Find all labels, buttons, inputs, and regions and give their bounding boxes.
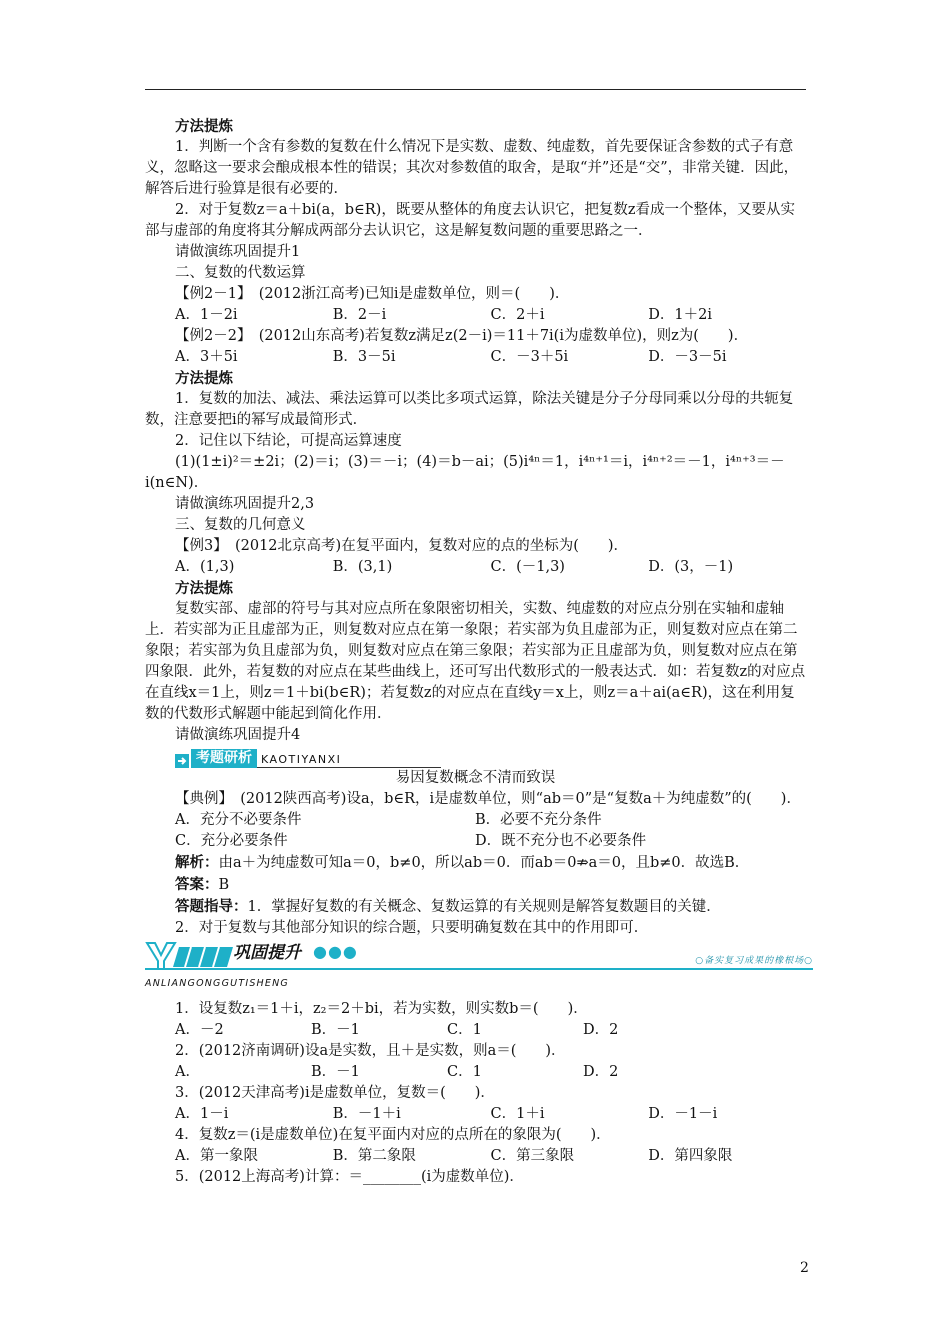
kaoti-guide2: 2．对于复数与其他部分知识的综合题，只要明确复数在其中的作用即可． <box>175 920 649 936</box>
page-number: 2 <box>800 1260 809 1276</box>
section3-title: 三、复数的几何意义 <box>175 517 306 533</box>
kaoti-analysis <box>145 852 806 874</box>
option: D．(3，－1) <box>648 559 734 575</box>
option: D．2 <box>583 1022 619 1038</box>
methods2-heading: 方法提炼 <box>175 370 233 387</box>
gonggu-banner <box>145 941 813 999</box>
kaoti-subtitle: KAOTIYANXI <box>257 753 441 768</box>
option: A．1－2i <box>175 307 238 323</box>
exercise-4-options <box>145 1146 806 1167</box>
option: C．1 <box>447 1022 482 1038</box>
kaoti-answer <box>145 874 806 896</box>
kaoti-options-2 <box>145 831 806 852</box>
section2-ex2-options <box>145 347 806 368</box>
content <box>145 116 813 1188</box>
option: C．2＋i <box>490 307 545 323</box>
dots-icon: ●●● <box>313 942 358 961</box>
methods1-p2: 2．对于复数z＝a＋bi(a，b∈R)，既要从整体的角度去认识它，把复数z看成一个整体，又要从实部与虚部的角度将其分解成两部分去认识它，这是解复数问题的重要思路之一． <box>145 202 795 239</box>
arrow-right-icon <box>175 754 189 768</box>
methods2-p2: 2．记住以下结论，可提高运算速度 <box>175 433 402 449</box>
option: D．1＋2i <box>648 307 712 323</box>
gonggu-title: 巩固提升 <box>233 943 301 963</box>
section2-title: 二、复数的代数运算 <box>175 265 306 281</box>
option: C．(－1,3) <box>490 559 565 575</box>
option: A． <box>175 1064 200 1080</box>
option: D．－1－i <box>648 1106 718 1122</box>
methods2-p1: 1．复数的加法、减法、乘法运算可以类比多项式运算，除法关键是分子分母同乘以分母的共轭复数，注意要把i的幂写成最简形式． <box>145 391 794 428</box>
analysis-text: 由a＋为纯虚数可知a＝0，b≠0，所以ab＝0．而ab＝0⇏a＝0，且b≠0．故选B． <box>218 855 750 871</box>
header-rule <box>145 89 806 90</box>
option: A．－2 <box>175 1022 224 1038</box>
section2-ex2: 【例2－2】 (2012山东高考)若复数z满足z(2－i)＝11＋7i(i为虚数单位)，则z为( )． <box>175 328 749 344</box>
exercise-1-options <box>145 1020 806 1041</box>
answer-label: 答案： <box>175 876 219 893</box>
option: C．充分必要条件 <box>175 833 288 849</box>
guide-text: 1．掌握好复数的有关概念、复数运算的有关规则是解答复数题目的关键． <box>247 899 721 915</box>
exercise-2: 2．(2012济南调研)设a是实数，且＋是实数，则a＝( )． <box>175 1043 566 1059</box>
option: B．－1 <box>311 1022 360 1038</box>
option: A．1－i <box>175 1106 229 1122</box>
kaoti-title: 考题研析 <box>191 749 257 768</box>
methods1-heading: 方法提炼 <box>175 118 233 135</box>
kaoti-options-1 <box>145 810 806 831</box>
option: B．－1＋i <box>332 1106 401 1122</box>
kaoti-example: 【典例】 (2012陕西高考)设a，b∈R，i是虚数单位，则“ab＝0”是“复数a＋为纯虚数”的( )． <box>175 791 801 807</box>
option: A．充分不必要条件 <box>175 812 302 828</box>
option: B．－1 <box>311 1064 360 1080</box>
option: C．第三象限 <box>490 1148 575 1164</box>
exercise-3: 3．(2012天津高考)i是虚数单位，复数＝( )． <box>175 1085 495 1101</box>
section3-ex: 【例3】 (2012北京高考)在复平面内，复数对应的点的坐标为( )． <box>175 538 629 554</box>
option: B．3－5i <box>332 349 396 365</box>
option: B．(3,1) <box>332 559 393 575</box>
kaoti-topic: 易因复数概念不清而致误 <box>395 770 556 786</box>
gonggu-right-caption: ○备实复习成果的橡根场○ <box>695 956 813 966</box>
exercise-3-options <box>145 1104 806 1125</box>
methods1-practice: 请做演练巩固提升1 <box>175 244 301 260</box>
option: A．(1,3) <box>175 559 235 575</box>
methods2-p3: (1)(1±i)²＝±2i；(2)＝i；(3)＝－i；(4)＝b－ai；(5)i⁴ⁿ＝1，i⁴ⁿ⁺¹＝i，i⁴ⁿ⁺²＝－1，i⁴ⁿ⁺³＝－i(n∈N)． <box>145 454 785 491</box>
option: B．必要不充分条件 <box>475 812 602 828</box>
methods3-practice: 请做演练巩固提升4 <box>175 727 301 743</box>
section2-ex1: 【例2－1】 (2012浙江高考)已知i是虚数单位，则＝( )． <box>175 286 570 302</box>
option: A．3＋5i <box>175 349 238 365</box>
option: B．2－i <box>332 307 387 323</box>
exercise-4: 4．复数z＝(i是虚数单位)在复平面内对应的点所在的象限为( )． <box>175 1127 611 1143</box>
answer-text: B <box>218 877 230 893</box>
option: A．第一象限 <box>175 1148 258 1164</box>
option: C．1＋i <box>490 1106 545 1122</box>
option: D．第四象限 <box>648 1148 733 1164</box>
gonggu-subtitle: ANLIANGONGGUTISHENG <box>145 978 289 989</box>
option: C．－3＋5i <box>490 349 569 365</box>
option: B．第二象限 <box>332 1148 416 1164</box>
kaoti-guide1 <box>145 896 806 918</box>
methods2-practice: 请做演练巩固提升2,3 <box>175 496 315 512</box>
option: D．－3－5i <box>648 349 727 365</box>
methods3-p1: 复数实部、虚部的符号与其对应点所在象限密切相关，实数、纯虚数的对应点分别在实轴和虚轴上．若实部为正且虚部为正，则复数对应点在第一象限；若实部为负且虚部为正，则复数对应点在第二象限；若实部为负且虚部为负，则复数对应点在第三象限；若实部为正且虚部为负，则复数对应点在第四象限．此外，若复数的对应点在某些曲线上，还可写出代数形式的一般表达式．如：若复数z的对应点在直线x＝1上，则z＝1＋bi(b∈R)；若复数z的对应点在直线y＝x上，则z＝a＋ai(a∈R)，这在利用复数的代数形式解题中能起到简化作用． <box>145 601 806 722</box>
exercise-1: 1．设复数z₁＝1＋i，z₂＝2＋bi，若为实数，则实数b＝( )． <box>175 1001 588 1017</box>
guide-label: 答题指导： <box>175 898 248 915</box>
option: D．既不充分也不必要条件 <box>475 833 647 849</box>
option: D．2 <box>583 1064 619 1080</box>
kaoti-banner <box>175 746 806 768</box>
option: C．1 <box>447 1064 482 1080</box>
section2-ex1-options <box>145 305 806 326</box>
methods3-heading: 方法提炼 <box>175 580 233 597</box>
banner-logo-icon <box>145 941 235 971</box>
exercise-2-options <box>145 1062 806 1083</box>
exercise-5: 5．(2012上海高考)计算：＝________(i为虚数单位)． <box>175 1169 524 1185</box>
analysis-label: 解析： <box>175 854 219 871</box>
section3-options <box>145 557 806 578</box>
methods1-p1: 1．判断一个含有参数的复数在什么情况下是实数、虚数、纯虚数，首先要保证含参数的式子有意义，忽略这一要求会酿成根本性的错误；其次对参数值的取舍，是取“并”还是“交”，非常关键．因此，解答后进行验算是很有必要的． <box>145 139 799 197</box>
